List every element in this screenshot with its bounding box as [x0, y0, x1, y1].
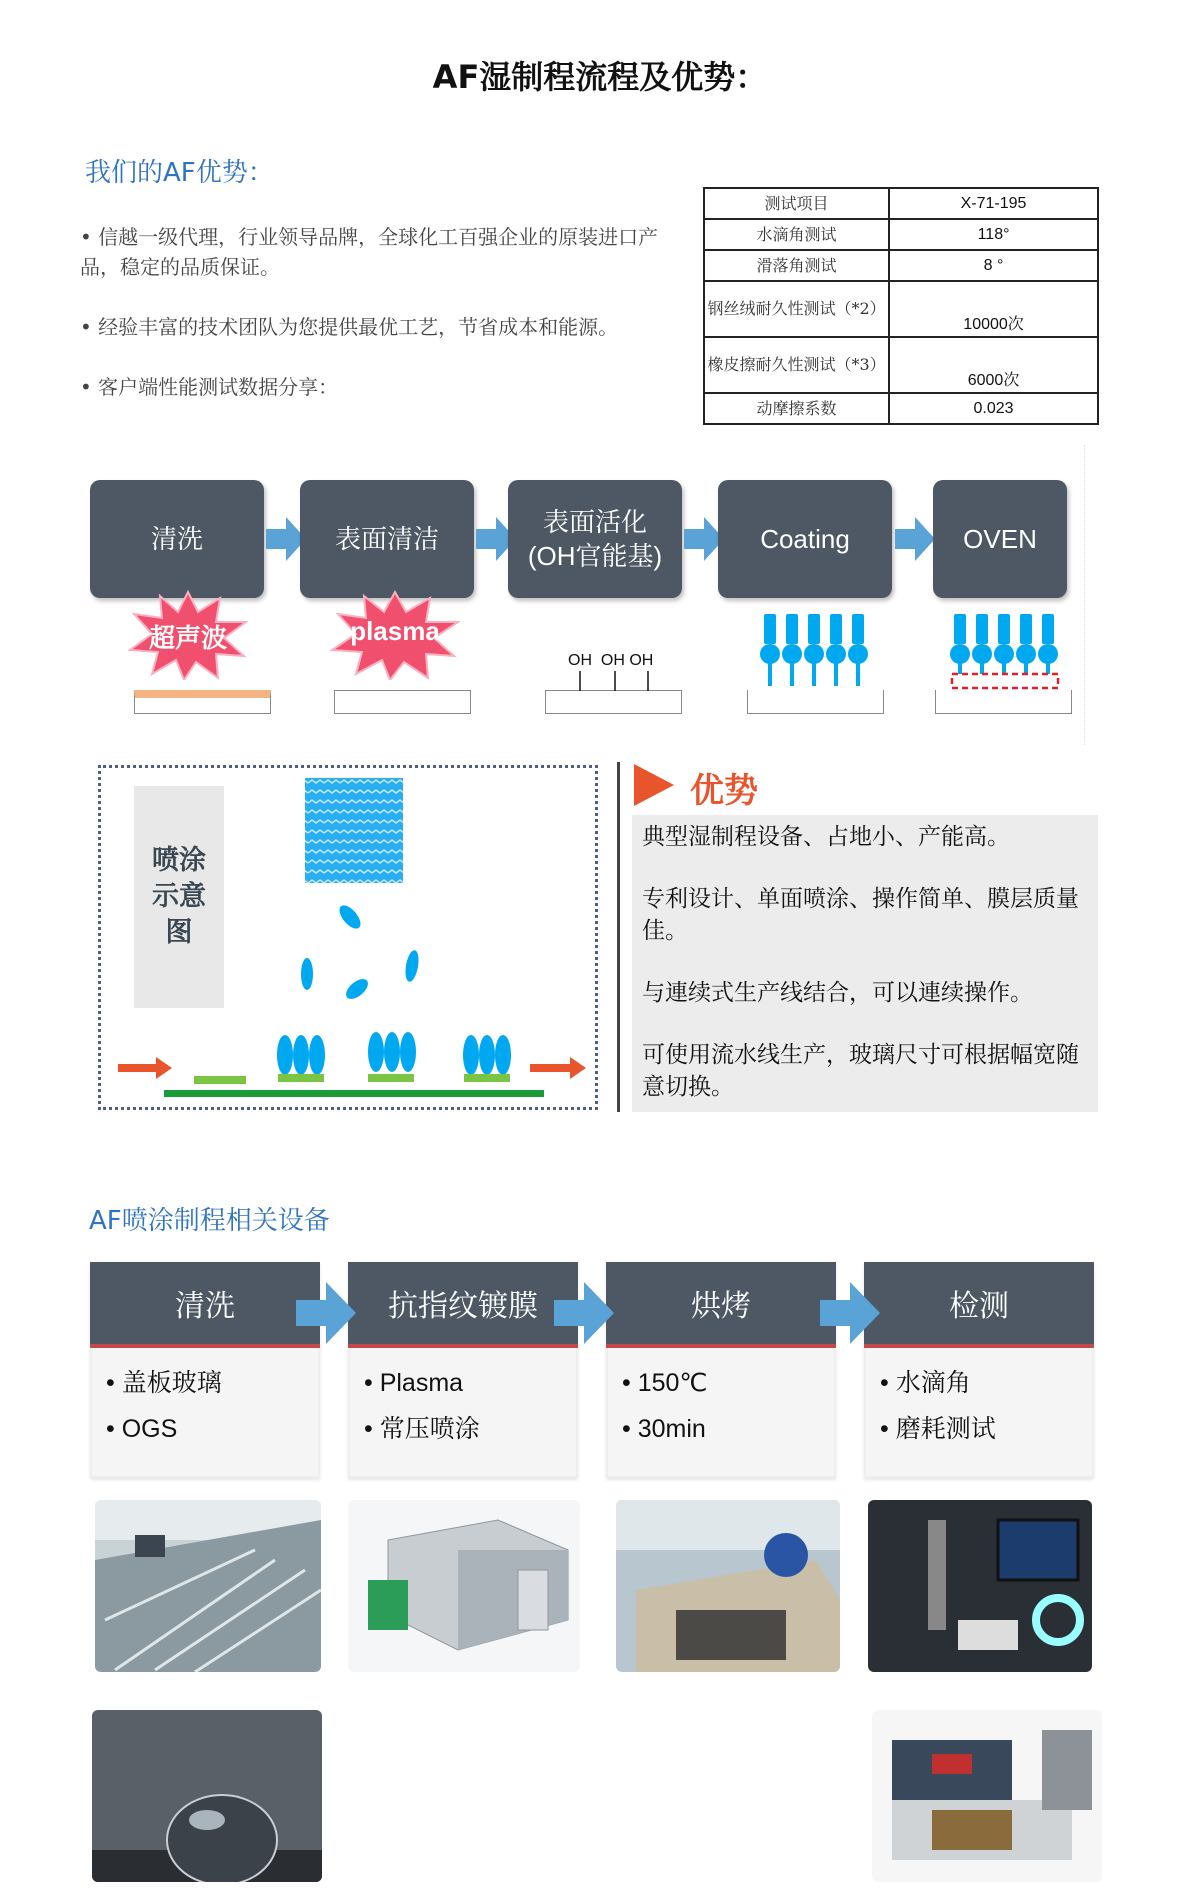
contact-angle-tester-photo [868, 1500, 1092, 1672]
list-item: • 30min [622, 1406, 708, 1452]
arrow-right-icon [820, 1278, 880, 1348]
advantage-item: 典型湿制程设备、占地小、产能高。 [642, 824, 1010, 850]
list-item: • 150℃ [622, 1360, 708, 1406]
flow-step-clean: 清洗 [90, 480, 264, 598]
stage-title: 检测 [864, 1262, 1094, 1348]
spray-illustration [100, 768, 596, 1108]
page-title: AF湿制程流程及优势： [432, 58, 768, 96]
table-row [704, 281, 1098, 337]
flow-step-surface-clean: 表面清洁 [300, 480, 474, 598]
stage-card-inspect [864, 1262, 1094, 1478]
stage-card-clean [90, 1262, 320, 1478]
plasma-burst [330, 590, 460, 680]
table-row [704, 219, 1098, 250]
burst-label: plasma [350, 616, 440, 646]
list-item: • 盖板玻璃 [106, 1360, 222, 1406]
table-cell-value: 0.023 [889, 393, 1098, 424]
table-cell-value: 6000次 [889, 337, 1098, 393]
spray-label: 喷涂示意图 [152, 845, 206, 948]
substrate-1 [134, 690, 271, 714]
arrow-right-icon [296, 1278, 356, 1348]
oh-groups-label: OH OH OH [568, 652, 654, 669]
table-cell-label: 钢丝绒耐久性测试（*2） [704, 281, 889, 337]
ultrasonic-burst [128, 590, 248, 680]
list-item: • 磨耗测试 [880, 1406, 996, 1452]
advantage-bullet: • 客户端性能测试数据分享： [80, 375, 339, 399]
advantage-item: 可使用流水线生产，玻璃尺寸可根据幅宽随意切换。 [642, 1042, 1079, 1100]
oven-photo [616, 1500, 840, 1672]
list-item: • 水滴角 [880, 1360, 996, 1406]
advantage-item: 专利设计、单面喷涂、操作简单、膜层质量佳。 [642, 886, 1079, 944]
stage-list [622, 1360, 708, 1452]
list-item: • Plasma [364, 1360, 480, 1406]
table-cell-value: 118° [889, 219, 1098, 250]
coating-machine-photo [348, 1500, 580, 1672]
spray-nozzle [305, 778, 403, 883]
advantage-bullet: • 经验丰富的技术团队为您提供最优工艺，节省成本和能源。 [80, 315, 619, 339]
table-cell-label: 动摩擦系数 [704, 393, 889, 424]
list-item: • OGS [106, 1406, 222, 1452]
stage-title: 抗指纹镀膜 [348, 1262, 578, 1348]
table-header-row [704, 188, 1098, 219]
advantage-bullet: • 信越一级代理，行业领导品牌，全球化工百强企业的原装进口产品，稳定的品质保证。 [80, 225, 659, 279]
table-row [704, 393, 1098, 424]
table-cell-value: 10000次 [889, 281, 1098, 337]
arrow-right-icon [554, 1278, 614, 1348]
advantages-heading: 我们的AF优势： [85, 158, 274, 188]
stage-card-bake [606, 1262, 836, 1478]
cleaning-line-photo [95, 1500, 321, 1672]
stage-list [364, 1360, 480, 1452]
arrow-right-icon [895, 515, 935, 563]
list-item: • 常压喷涂 [364, 1406, 480, 1452]
advantage-panel [632, 815, 1098, 1112]
bonded-molecules-icon [950, 610, 1060, 690]
stage-card-coating [348, 1262, 578, 1478]
stage-list [106, 1360, 222, 1452]
flow-step-coating: Coating [718, 480, 892, 598]
table-cell-label: 测试项目 [704, 188, 889, 219]
play-triangle-icon [632, 762, 676, 808]
substrate-4 [747, 690, 884, 714]
table-row [704, 250, 1098, 281]
stage-list [880, 1360, 996, 1452]
flow-step-oven: OVEN [933, 480, 1067, 598]
coating-molecules-icon [760, 610, 870, 690]
oh-bonds-icon [570, 671, 660, 691]
flow-step-activation: 表面活化 (OH官能基) [508, 480, 682, 598]
performance-test-table [703, 187, 1099, 425]
equipment-heading: AF喷涂制程相关设备 [89, 1206, 330, 1236]
substrate-2 [334, 690, 471, 714]
divider [617, 762, 620, 1112]
stage-title: 清洗 [90, 1262, 320, 1348]
table-cell-value: 8 ° [889, 250, 1098, 281]
table-cell-label: 橡皮擦耐久性测试（*3） [704, 337, 889, 393]
burst-label: 超声波 [148, 624, 227, 654]
process-flow [80, 445, 1085, 745]
substrate-5 [935, 690, 1072, 714]
abrasion-tester-photo [872, 1710, 1102, 1882]
table-cell-label: 滑落角测试 [704, 250, 889, 281]
table-row [704, 337, 1098, 393]
table-cell-value: X-71-195 [889, 188, 1098, 219]
substrate-3 [545, 690, 682, 714]
stage-title: 烘烤 [606, 1262, 836, 1348]
advantage-panel-title: 优势 [690, 771, 758, 811]
table-cell-label: 水滴角测试 [704, 219, 889, 250]
advantage-item: 与連续式生产线结合，可以連续操作。 [642, 980, 1033, 1006]
water-droplet-photo [92, 1710, 322, 1882]
